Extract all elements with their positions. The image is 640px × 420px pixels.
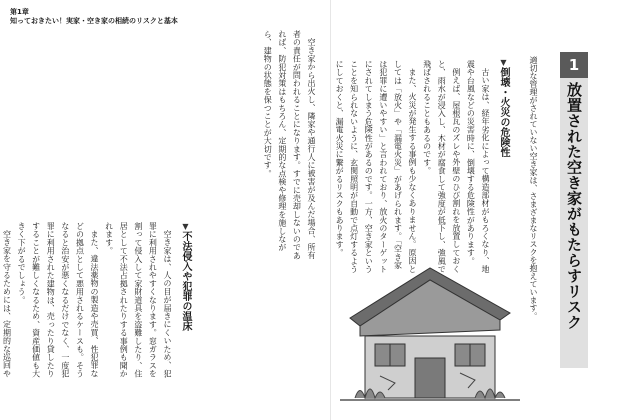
subsection-heading-crime — [178, 222, 192, 372]
section-title: 放置された空き家がもたらすリスク — [565, 82, 583, 330]
subsection-heading-text: 倒壊・火災の危険性 — [498, 67, 509, 157]
chapter-subtitle: 知っておきたい！実家・空き家の相続のリスクと基本 — [10, 17, 178, 25]
section-intro: 適切な管理がされていない空き家は、さまざまなリスクを抱えています。 — [529, 56, 538, 320]
abandoned-house-illustration — [340, 258, 520, 408]
paragraph: また、違法薬物の製造や売買、性犯罪などの拠点として悪用されるケースも。そうなると治安が悪くなるだけでなく、一度犯罪に利用された建物は、売ったり貸したりすることが難しくなるため、資産価値も大きく下がるでしょう。 — [17, 222, 100, 378]
chapter-label: 第1章 — [10, 8, 29, 16]
subsection2-body — [2, 222, 174, 382]
paragraph: また、火災が発生する事例も少なくありません。原因としては「放火」や「漏電火災」があげられます。「空き家は犯罪に遭いやすい」と言われており、放火のターゲットにされてしまう危険性があるのです。一方、空き家ということを知られないように、玄関照明が自動で点灯するようにしておくと、漏電火災に繋がるリスクもあります。 — [335, 60, 418, 274]
paragraph: 古い家は、経年劣化によって構造部材がもろくなり、地震や台風などの災害時に、倒壊する危険性があります。 — [466, 60, 490, 273]
paragraph: 例えば、屋根瓦のズレや外壁のひび割れを放置しておくと、雨水が浸入し、木材が腐食して強度が低下し、強風で飛ばされることもあるのです。 — [422, 60, 461, 274]
subsection-heading-text: 不法侵入や犯罪の温床 — [180, 231, 191, 331]
subsection-heading-collapse-fire — [496, 58, 510, 188]
subsection1-body-left — [200, 30, 318, 260]
paragraph: 空き家は、人の目が届きにくいため、犯罪に利用されやすくなります。窓ガラスを割って侵入して家財道具を盗難したり、住居として不法占拠されたりする事例も聞かれます。 — [104, 222, 172, 378]
paragraph: 空き家を守るためには、定期的な巡回や — [2, 230, 12, 378]
running-header — [10, 8, 178, 26]
house-roof-icon — [350, 268, 510, 336]
triangle-icon: ▼ — [181, 222, 190, 231]
triangle-icon: ▼ — [499, 58, 508, 67]
paragraph: 空き家から出火し、隣家や通行人に被害が及んだ場合、所有者の責任が問われることになります。すでに売却しないのであれば、防犯対策はもちろん、定期的な点検や修理を施しながら、建物の状態を保つことが大切です。 — [263, 30, 316, 260]
section-number: 1 — [560, 52, 588, 78]
house-wall-icon — [365, 336, 495, 398]
subsection1-body-right — [335, 60, 492, 275]
